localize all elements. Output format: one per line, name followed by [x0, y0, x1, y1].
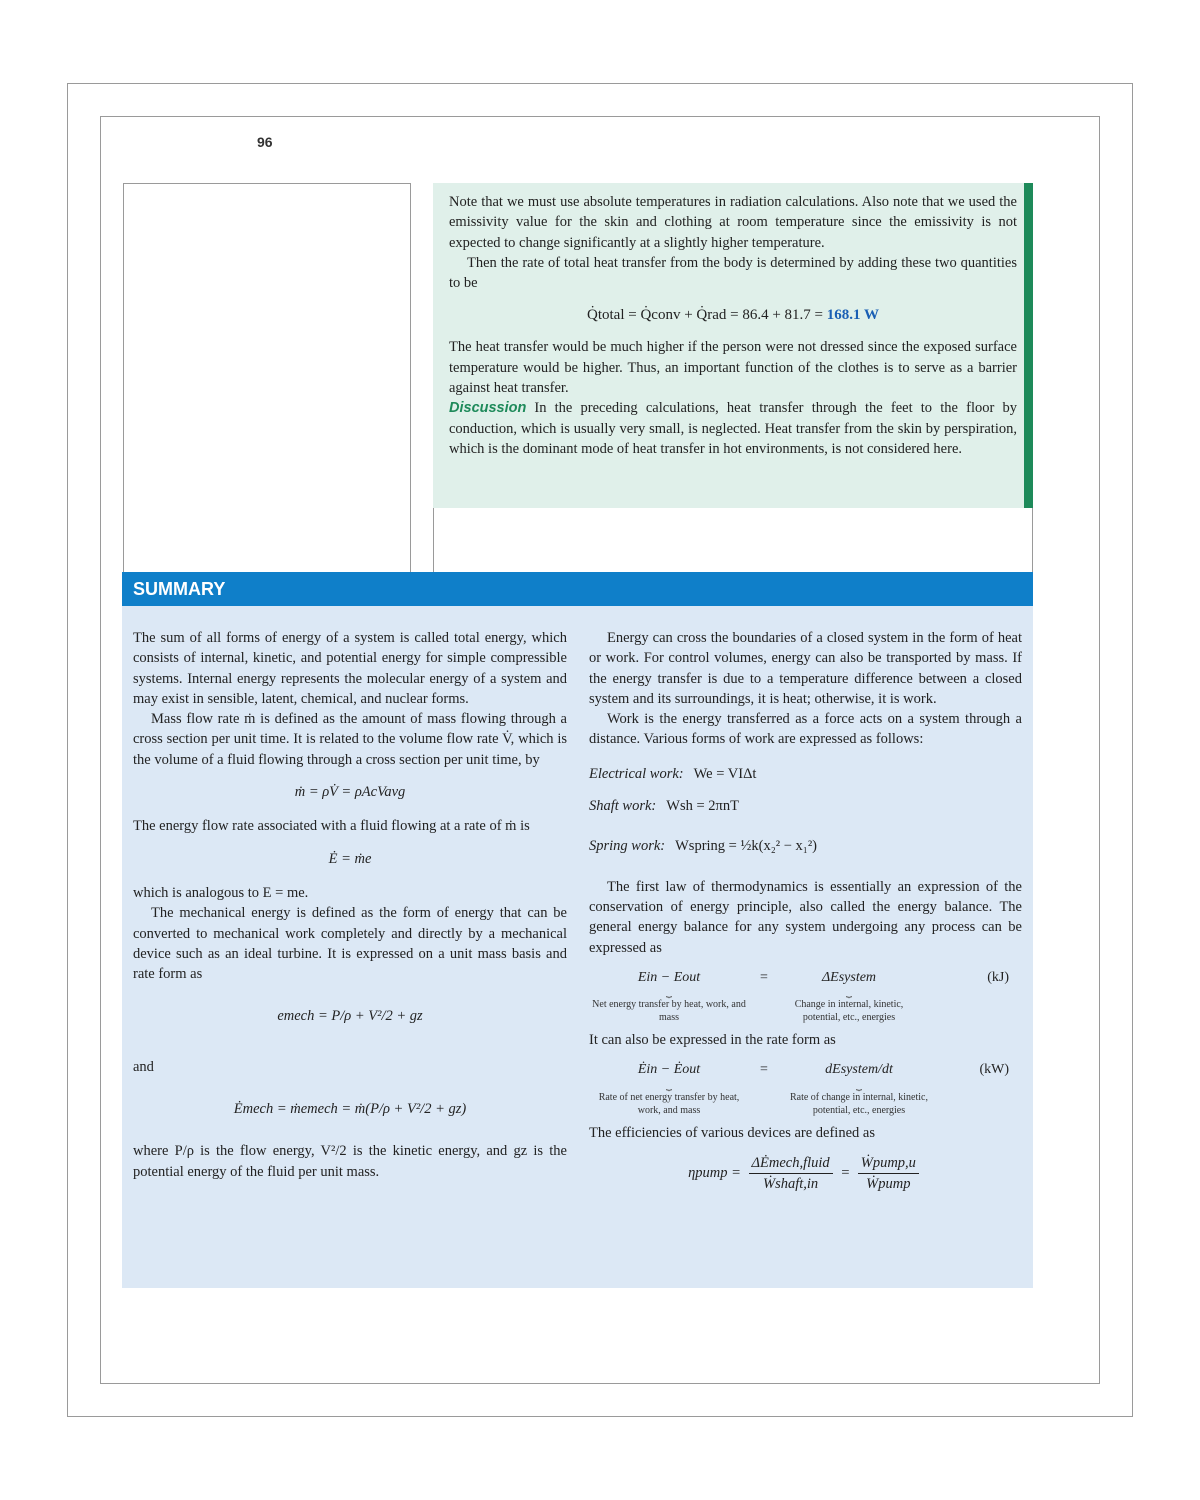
rate-balance-rhs	[779, 1060, 939, 1116]
discussion-text: In the preceding calculations, heat transfer through the feet to the floor by conduction, which is usually very small, is neglected. Heat transfer from the skin by perspiration, which is the dominant mode of heat transfer in hot environments, is not considered here.	[449, 400, 1017, 457]
energy-balance-equation	[589, 968, 1022, 1024]
rate-balance-rhs-caption: Rate of change in internal, kinetic, potential, etc., energies	[789, 1091, 928, 1116]
equals-sign: =	[840, 1165, 851, 1182]
summary-right-p1: Energy can cross the boundaries of a closed system in the form of heat or work. For control volumes, energy can also be transported by mass. If the energy transfer is due to a temperature difference between a closed system and its surroundings, it is heat; otherwise, it is work.	[589, 630, 1022, 707]
summary-right-column	[589, 628, 1022, 1195]
rate-balance-lhs-caption: Rate of net energy transfer by heat, work, and mass	[598, 1091, 740, 1116]
pump-efficiency-fraction-1	[749, 1153, 833, 1195]
energy-balance-lhs	[589, 968, 749, 1024]
electrical-work-line	[589, 764, 1022, 784]
energy-balance-lhs-caption: Net energy transfer by heat, work, and mass	[592, 999, 746, 1024]
summary-right-p5: The efficiencies of various devices are defined as	[589, 1124, 875, 1141]
total-heat-answer: 168.1 W	[826, 307, 879, 324]
example-accent-bar	[1024, 183, 1033, 508]
rate-balance-lhs	[589, 1060, 749, 1116]
discussion-label: Discussion	[449, 400, 527, 417]
total-heat-equation-text: Q̇total = Q̇conv + Q̇rad = 86.4 + 81.7 =	[587, 307, 824, 324]
underbrace: ⏟	[666, 1079, 672, 1091]
mech-energy-rate-equation: Ėmech = ṁemech = ṁ(P/ρ + V²/2 + gz)	[233, 1101, 467, 1118]
spring-work-label: Spring work:	[589, 838, 666, 855]
summary-left-p5: The mechanical energy is defined as the form of energy that can be converted to mechanical work completely and directly by a mechanical device such as an ideal turbine. It is expressed on a unit mass basis and rate form as	[133, 905, 567, 983]
page-number: 96	[257, 134, 273, 150]
margin-box	[123, 183, 411, 573]
summary-title: SUMMARY	[133, 579, 226, 599]
shaft-work-label: Shaft work:	[589, 798, 657, 815]
summary-left-p1: The sum of all forms of energy of a system is called total energy, which consists of internal, kinetic, and potential energy for simple compressible systems. Internal energy represents the molecular energy of a system and may exist in sensible, latent, chemical, and nuclear forms.	[133, 630, 567, 707]
electrical-work-label: Electrical work:	[589, 765, 684, 782]
example-para-1: Note that we must use absolute temperatures in radiation calculations. Also note that we used the emissivity value for the skin and clothing at room temperature since the emissivity is not expected to change significantly at a slightly higher temperature.	[449, 194, 1017, 251]
example-discussion	[449, 398, 1017, 459]
summary-left-p2: Mass flow rate ṁ is defined as the amount of mass flowing through a cross section per unit time. It is related to the volume flow rate V̇, which is the volume of a fluid flowing through a cross section per unit time, by	[133, 711, 567, 768]
summary-body	[122, 606, 1033, 1288]
pump-efficiency-label: ηpump =	[688, 1165, 741, 1182]
summary-right-p3: The first law of thermodynamics is essentially an expression of the conservation of energy principle, also called the energy balance. The general energy balance for any system undergoing any process can be expressed as	[589, 878, 1022, 956]
total-heat-equation	[449, 307, 1017, 324]
summary-left-p6: where P/ρ is the flow energy, V²/2 is the kinetic energy, and gz is the potential energy of the fluid per unit mass.	[133, 1143, 567, 1180]
example-para-2: Then the rate of total heat transfer from the body is determined by adding these two quantities to be	[449, 254, 1017, 292]
energy-balance-rhs	[779, 968, 919, 1024]
energy-balance-lhs-expr: Ein − Eout	[637, 969, 701, 985]
summary-left-and: and	[133, 1058, 154, 1075]
summary-left-p3: The energy flow rate associated with a fluid flowing at a rate of ṁ is	[133, 818, 530, 835]
energy-balance-rhs-caption: Change in internal, kinetic, potential, etc., energies	[794, 999, 904, 1024]
energy-rate-balance-equation	[589, 1060, 1022, 1116]
equals-sign: =	[760, 969, 768, 985]
summary-left-p4: which is analogous to E = me.	[133, 884, 309, 901]
underbrace: ⏟	[666, 987, 672, 999]
mass-flow-equation: ṁ = ρV̇ = ρAcVavg	[294, 784, 406, 801]
mech-energy-equation: emech = P/ρ + V²/2 + gz	[277, 1008, 423, 1025]
rate-balance-rhs-expr: dEsystem/dt	[825, 1062, 893, 1078]
rate-balance-lhs-expr: Ėin − Ėout	[637, 1062, 701, 1078]
shaft-work-line	[589, 796, 1022, 816]
summary-right-p4: It can also be expressed in the rate form as	[589, 1032, 836, 1049]
equals-sign: =	[760, 1062, 768, 1078]
underbrace: ⏟	[846, 987, 852, 999]
summary-left-column	[133, 628, 567, 1182]
fraction-denominator: Ẇpump	[866, 1176, 911, 1193]
rate-balance-unit: (kW)	[979, 1062, 1009, 1078]
spring-work-equation: Wspring = ½k(x₂² − x₁²)	[675, 838, 818, 855]
energy-balance-rhs-expr: ΔEsystem	[821, 969, 877, 985]
fraction-numerator: Ẇpump,u	[858, 1153, 919, 1174]
summary-header	[122, 572, 1033, 606]
summary-right-p2: Work is the energy transferred as a force acts on a system through a distance. Various forms of work are expressed as follows:	[589, 711, 1022, 748]
shaft-work-equation: Wsh = 2πnT	[666, 798, 739, 815]
fraction-denominator: Ẇshaft,in	[763, 1176, 819, 1193]
fraction-numerator: ΔĖmech,fluid	[749, 1153, 833, 1174]
spring-work-line	[589, 836, 1022, 856]
example-para-3: The heat transfer would be much higher if the person were not dressed since the exposed surface temperature would be higher. Thus, an important function of the clothes is to serve as a barrier against heat transfer.	[449, 339, 1017, 397]
pump-efficiency-fraction-2	[858, 1153, 919, 1195]
energy-flow-equation: Ė = ṁe	[328, 850, 372, 867]
energy-balance-unit: (kJ)	[987, 969, 1009, 985]
electrical-work-equation: We = VIΔt	[693, 765, 757, 782]
example-box-lower-rule	[433, 508, 1033, 573]
example-box	[433, 183, 1033, 508]
pump-efficiency-equation	[589, 1153, 1022, 1195]
underbrace: ⏟	[856, 1079, 862, 1091]
